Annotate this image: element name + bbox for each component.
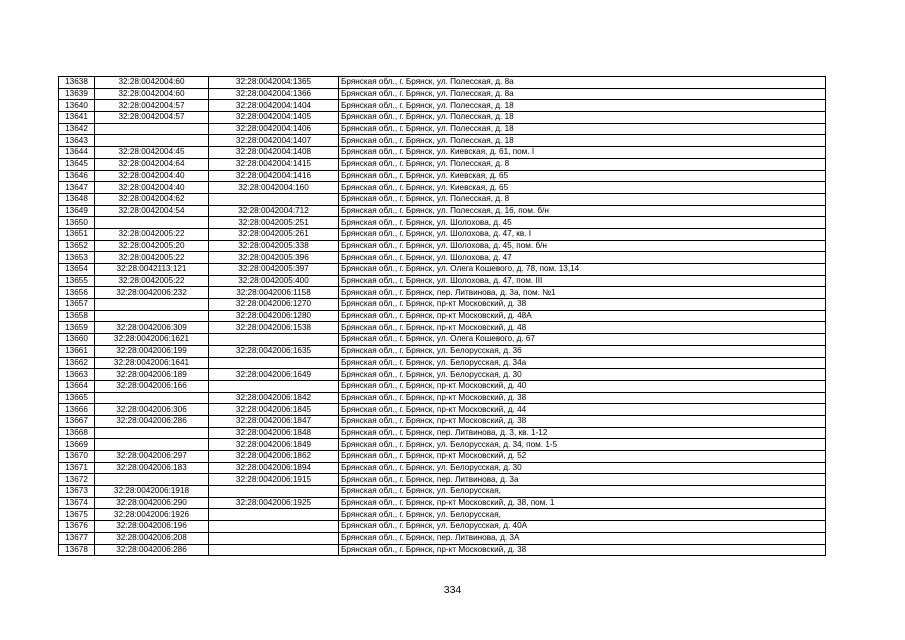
address-cell: Брянская обл., г. Брянск, ул. Олега Кошевого, д. 67 bbox=[339, 334, 826, 346]
land-cadastral-number: 32:28:0042006:1641 bbox=[95, 357, 209, 369]
row-number: 13639 bbox=[59, 88, 95, 100]
table-row bbox=[59, 264, 826, 276]
table-row bbox=[59, 275, 826, 287]
land-cadastral-number: 32:28:0042006:196 bbox=[95, 521, 209, 533]
row-number: 13648 bbox=[59, 193, 95, 205]
table-row bbox=[59, 100, 826, 112]
table-row bbox=[59, 135, 826, 147]
table-row bbox=[59, 158, 826, 170]
table-row bbox=[59, 322, 826, 334]
land-cadastral-number: 32:28:0042006:1926 bbox=[95, 509, 209, 521]
land-cadastral-number: 32:28:0042006:297 bbox=[95, 451, 209, 463]
land-cadastral-number bbox=[95, 427, 209, 439]
row-number: 13656 bbox=[59, 287, 95, 299]
object-cadastral-number bbox=[209, 509, 339, 521]
land-cadastral-number: 32:28:0042006:1918 bbox=[95, 486, 209, 498]
registry-table bbox=[58, 76, 826, 556]
address-cell: Брянская обл., г. Брянск, пр-кт Московский, д. 38 bbox=[339, 544, 826, 556]
address-cell: Брянская обл., г. Брянск, пер. Литвинова, д. 3А bbox=[339, 532, 826, 544]
page-number: 334 bbox=[443, 584, 462, 596]
land-cadastral-number: 32:28:0042004:57 bbox=[95, 112, 209, 124]
object-cadastral-number: 32:28:0042006:1915 bbox=[209, 474, 339, 486]
object-cadastral-number: 32:28:0042004:1408 bbox=[209, 147, 339, 159]
row-number: 13661 bbox=[59, 345, 95, 357]
row-number: 13653 bbox=[59, 252, 95, 264]
address-cell: Брянская обл., г. Брянск, ул. Полесская, д. 18 bbox=[339, 100, 826, 112]
object-cadastral-number: 32:28:0042005:396 bbox=[209, 252, 339, 264]
land-cadastral-number bbox=[95, 135, 209, 147]
land-cadastral-number bbox=[95, 474, 209, 486]
address-cell: Брянская обл., г. Брянск, ул. Белорусская, д. 30 bbox=[339, 369, 826, 381]
object-cadastral-number: 32:28:0042006:1925 bbox=[209, 497, 339, 509]
row-number: 13657 bbox=[59, 299, 95, 311]
row-number: 13665 bbox=[59, 392, 95, 404]
row-number: 13666 bbox=[59, 404, 95, 416]
table-row bbox=[59, 345, 826, 357]
object-cadastral-number: 32:28:0042005:338 bbox=[209, 240, 339, 252]
row-number: 13667 bbox=[59, 415, 95, 427]
land-cadastral-number: 32:28:0042006:306 bbox=[95, 404, 209, 416]
land-cadastral-number: 32:28:0042006:208 bbox=[95, 532, 209, 544]
land-cadastral-number: 32:28:0042006:286 bbox=[95, 544, 209, 556]
object-cadastral-number bbox=[209, 486, 339, 498]
object-cadastral-number: 32:28:0042005:397 bbox=[209, 264, 339, 276]
object-cadastral-number: 32:28:0042006:1635 bbox=[209, 345, 339, 357]
address-cell: Брянская обл., г. Брянск, пер. Литвинова, д. 3а bbox=[339, 474, 826, 486]
object-cadastral-number: 32:28:0042006:1842 bbox=[209, 392, 339, 404]
object-cadastral-number bbox=[209, 532, 339, 544]
table-row bbox=[59, 334, 826, 346]
row-number: 13658 bbox=[59, 310, 95, 322]
table-row bbox=[59, 392, 826, 404]
land-cadastral-number bbox=[95, 310, 209, 322]
table-row bbox=[59, 357, 826, 369]
address-cell: Брянская обл., г. Брянск, ул. Белорусская, д. 36 bbox=[339, 345, 826, 357]
object-cadastral-number: 32:28:0042006:1862 bbox=[209, 451, 339, 463]
land-cadastral-number: 32:28:0042006:189 bbox=[95, 369, 209, 381]
address-cell: Брянская обл., г. Брянск, ул. Полесская, д. 8 bbox=[339, 193, 826, 205]
land-cadastral-number: 32:28:0042004:64 bbox=[95, 158, 209, 170]
row-number: 13664 bbox=[59, 380, 95, 392]
row-number: 13677 bbox=[59, 532, 95, 544]
address-cell: Брянская обл., г. Брянск, ул. Белорусская, bbox=[339, 486, 826, 498]
land-cadastral-number: 32:28:0042005:22 bbox=[95, 252, 209, 264]
table-row bbox=[59, 404, 826, 416]
table-row bbox=[59, 427, 826, 439]
object-cadastral-number: 32:28:0042006:1280 bbox=[209, 310, 339, 322]
address-cell: Брянская обл., г. Брянск, ул. Шолохова, д. 45 bbox=[339, 217, 826, 229]
registry-table-body bbox=[59, 77, 826, 556]
address-cell: Брянская обл., г. Брянск, пр-кт Московский, д. 48А bbox=[339, 310, 826, 322]
address-cell: Брянская обл., г. Брянск, пер. Литвинова, д. 3, кв. 1-12 bbox=[339, 427, 826, 439]
address-cell: Брянская обл., г. Брянск, ул. Полесская, д. 18 bbox=[339, 112, 826, 124]
table-row bbox=[59, 310, 826, 322]
address-cell: Брянская обл., г. Брянск, ул. Шолохова, д. 45, пом. б/н bbox=[339, 240, 826, 252]
table-row bbox=[59, 486, 826, 498]
object-cadastral-number bbox=[209, 334, 339, 346]
row-number: 13674 bbox=[59, 497, 95, 509]
table-row bbox=[59, 544, 826, 556]
table-row bbox=[59, 497, 826, 509]
row-number: 13662 bbox=[59, 357, 95, 369]
object-cadastral-number: 32:28:0042005:261 bbox=[209, 228, 339, 240]
table-row bbox=[59, 182, 826, 194]
row-number: 13676 bbox=[59, 521, 95, 533]
table-row bbox=[59, 170, 826, 182]
table-row bbox=[59, 123, 826, 135]
address-cell: Брянская обл., г. Брянск, пр-кт Московский, д. 40 bbox=[339, 380, 826, 392]
object-cadastral-number: 32:28:0042004:1416 bbox=[209, 170, 339, 182]
land-cadastral-number: 32:28:0042004:62 bbox=[95, 193, 209, 205]
address-cell: Брянская обл., г. Брянск, пр-кт Московский, д. 52 bbox=[339, 451, 826, 463]
table-row bbox=[59, 217, 826, 229]
table-row bbox=[59, 509, 826, 521]
address-cell: Брянская обл., г. Брянск, ул. Олега Кошевого, д. 78, пом. 13,14 bbox=[339, 264, 826, 276]
address-cell: Брянская обл., г. Брянск, ул. Белорусская, д. 30 bbox=[339, 462, 826, 474]
land-cadastral-number bbox=[95, 439, 209, 451]
object-cadastral-number bbox=[209, 357, 339, 369]
land-cadastral-number bbox=[95, 123, 209, 135]
address-cell: Брянская обл., г. Брянск, ул. Шолохова, д. 47, кв. I bbox=[339, 228, 826, 240]
address-cell: Брянская обл., г. Брянск, ул. Киевская, д. 65 bbox=[339, 182, 826, 194]
object-cadastral-number: 32:28:0042006:1158 bbox=[209, 287, 339, 299]
row-number: 13673 bbox=[59, 486, 95, 498]
object-cadastral-number: 32:28:0042004:1415 bbox=[209, 158, 339, 170]
object-cadastral-number: 32:28:0042006:1894 bbox=[209, 462, 339, 474]
object-cadastral-number: 32:28:0042004:1405 bbox=[209, 112, 339, 124]
table-row bbox=[59, 112, 826, 124]
row-number: 13668 bbox=[59, 427, 95, 439]
row-number: 13654 bbox=[59, 264, 95, 276]
address-cell: Брянская обл., г. Брянск, ул. Белорусская, д. 40А bbox=[339, 521, 826, 533]
address-cell: Брянская обл., г. Брянск, ул. Полесская, д. 16, пом. б/н bbox=[339, 205, 826, 217]
land-cadastral-number bbox=[95, 217, 209, 229]
row-number: 13651 bbox=[59, 228, 95, 240]
object-cadastral-number bbox=[209, 380, 339, 392]
row-number: 13644 bbox=[59, 147, 95, 159]
land-cadastral-number: 32:28:0042005:22 bbox=[95, 275, 209, 287]
land-cadastral-number: 32:28:0042006:166 bbox=[95, 380, 209, 392]
address-cell: Брянская обл., г. Брянск, пр-кт Московский, д. 44 bbox=[339, 404, 826, 416]
object-cadastral-number: 32:28:0042004:1406 bbox=[209, 123, 339, 135]
table-row bbox=[59, 252, 826, 264]
object-cadastral-number bbox=[209, 544, 339, 556]
row-number: 13645 bbox=[59, 158, 95, 170]
land-cadastral-number: 32:28:0042004:60 bbox=[95, 88, 209, 100]
table-row bbox=[59, 451, 826, 463]
address-cell: Брянская обл., г. Брянск, ул. Киевская, д. 61, пом. I bbox=[339, 147, 826, 159]
row-number: 13675 bbox=[59, 509, 95, 521]
row-number: 13652 bbox=[59, 240, 95, 252]
table-row bbox=[59, 240, 826, 252]
land-cadastral-number: 32:28:0042004:45 bbox=[95, 147, 209, 159]
object-cadastral-number: 32:28:0042006:1848 bbox=[209, 427, 339, 439]
object-cadastral-number: 32:28:0042006:1270 bbox=[209, 299, 339, 311]
table-row bbox=[59, 147, 826, 159]
land-cadastral-number: 32:28:0042004:57 bbox=[95, 100, 209, 112]
object-cadastral-number: 32:28:0042004:160 bbox=[209, 182, 339, 194]
object-cadastral-number: 32:28:0042006:1538 bbox=[209, 322, 339, 334]
row-number: 13640 bbox=[59, 100, 95, 112]
land-cadastral-number: 32:28:0042006:232 bbox=[95, 287, 209, 299]
land-cadastral-number bbox=[95, 299, 209, 311]
address-cell: Брянская обл., г. Брянск, ул. Шолохова, д. 47, пом. III bbox=[339, 275, 826, 287]
row-number: 13670 bbox=[59, 451, 95, 463]
land-cadastral-number: 32:28:0042005:22 bbox=[95, 228, 209, 240]
table-row bbox=[59, 380, 826, 392]
row-number: 13643 bbox=[59, 135, 95, 147]
address-cell: Брянская обл., г. Брянск, пр-кт Московский, д. 38, пом. 1 bbox=[339, 497, 826, 509]
object-cadastral-number bbox=[209, 193, 339, 205]
land-cadastral-number: 32:28:0042004:60 bbox=[95, 77, 209, 89]
object-cadastral-number: 32:28:0042004:712 bbox=[209, 205, 339, 217]
address-cell: Брянская обл., г. Брянск, пр-кт Московский, д. 38 bbox=[339, 299, 826, 311]
row-number: 13672 bbox=[59, 474, 95, 486]
land-cadastral-number bbox=[95, 392, 209, 404]
address-cell: Брянская обл., г. Брянск, пр-кт Московский, д. 48 bbox=[339, 322, 826, 334]
address-cell: Брянская обл., г. Брянск, пр-кт Московский, д. 38 bbox=[339, 392, 826, 404]
object-cadastral-number: 32:28:0042004:1404 bbox=[209, 100, 339, 112]
row-number: 13671 bbox=[59, 462, 95, 474]
land-cadastral-number: 32:28:0042006:199 bbox=[95, 345, 209, 357]
table-row bbox=[59, 474, 826, 486]
row-number: 13646 bbox=[59, 170, 95, 182]
table-row bbox=[59, 462, 826, 474]
address-cell: Брянская обл., г. Брянск, ул. Белорусская, д. 34а bbox=[339, 357, 826, 369]
land-cadastral-number: 32:28:0042006:286 bbox=[95, 415, 209, 427]
land-cadastral-number: 32:28:0042004:54 bbox=[95, 205, 209, 217]
table-row bbox=[59, 77, 826, 89]
address-cell: Брянская обл., г. Брянск, ул. Белорусская, д. 34, пом. 1-5 bbox=[339, 439, 826, 451]
row-number: 13638 bbox=[59, 77, 95, 89]
land-cadastral-number: 32:28:0042005:20 bbox=[95, 240, 209, 252]
address-cell: Брянская обл., г. Брянск, ул. Киевская, д. 65 bbox=[339, 170, 826, 182]
table-row bbox=[59, 521, 826, 533]
object-cadastral-number bbox=[209, 521, 339, 533]
address-cell: Брянская обл., г. Брянск, ул. Полесская, д. 8 bbox=[339, 158, 826, 170]
land-cadastral-number: 32:28:0042006:1621 bbox=[95, 334, 209, 346]
address-cell: Брянская обл., г. Брянск, ул. Полесская, д. 8а bbox=[339, 88, 826, 100]
row-number: 13647 bbox=[59, 182, 95, 194]
table-row bbox=[59, 228, 826, 240]
land-cadastral-number: 32:28:0042006:309 bbox=[95, 322, 209, 334]
row-number: 13650 bbox=[59, 217, 95, 229]
address-cell: Брянская обл., г. Брянск, пер. Литвинова, д. 3а, пом. №1 bbox=[339, 287, 826, 299]
table-row bbox=[59, 369, 826, 381]
row-number: 13655 bbox=[59, 275, 95, 287]
land-cadastral-number: 32:28:0042006:290 bbox=[95, 497, 209, 509]
land-cadastral-number: 32:28:0042006:183 bbox=[95, 462, 209, 474]
land-cadastral-number: 32:28:0042004:40 bbox=[95, 182, 209, 194]
row-number: 13669 bbox=[59, 439, 95, 451]
object-cadastral-number: 32:28:0042004:1366 bbox=[209, 88, 339, 100]
row-number: 13660 bbox=[59, 334, 95, 346]
row-number: 13649 bbox=[59, 205, 95, 217]
table-row bbox=[59, 205, 826, 217]
row-number: 13663 bbox=[59, 369, 95, 381]
object-cadastral-number: 32:28:0042006:1845 bbox=[209, 404, 339, 416]
land-cadastral-number: 32:28:0042113:121 bbox=[95, 264, 209, 276]
row-number: 13678 bbox=[59, 544, 95, 556]
address-cell: Брянская обл., г. Брянск, ул. Полесская, д. 18 bbox=[339, 123, 826, 135]
object-cadastral-number: 32:28:0042005:251 bbox=[209, 217, 339, 229]
table-row bbox=[59, 88, 826, 100]
address-cell: Брянская обл., г. Брянск, ул. Шолохова, д. 47 bbox=[339, 252, 826, 264]
table-row bbox=[59, 415, 826, 427]
row-number: 13641 bbox=[59, 112, 95, 124]
object-cadastral-number: 32:28:0042006:1847 bbox=[209, 415, 339, 427]
address-cell: Брянская обл., г. Брянск, пр-кт Московский, д. 38 bbox=[339, 415, 826, 427]
object-cadastral-number: 32:28:0042004:1407 bbox=[209, 135, 339, 147]
address-cell: Брянская обл., г. Брянск, ул. Белорусская, bbox=[339, 509, 826, 521]
object-cadastral-number: 32:28:0042006:1849 bbox=[209, 439, 339, 451]
land-cadastral-number: 32:28:0042004:40 bbox=[95, 170, 209, 182]
object-cadastral-number: 32:28:0042006:1649 bbox=[209, 369, 339, 381]
table-row bbox=[59, 287, 826, 299]
row-number: 13659 bbox=[59, 322, 95, 334]
address-cell: Брянская обл., г. Брянск, ул. Полесская, д. 18 bbox=[339, 135, 826, 147]
table-row bbox=[59, 439, 826, 451]
address-cell: Брянская обл., г. Брянск, ул. Полесская, д. 8а bbox=[339, 77, 826, 89]
object-cadastral-number: 32:28:0042005:400 bbox=[209, 275, 339, 287]
row-number: 13642 bbox=[59, 123, 95, 135]
table-row bbox=[59, 532, 826, 544]
table-row bbox=[59, 193, 826, 205]
table-row bbox=[59, 299, 826, 311]
object-cadastral-number: 32:28:0042004:1365 bbox=[209, 77, 339, 89]
